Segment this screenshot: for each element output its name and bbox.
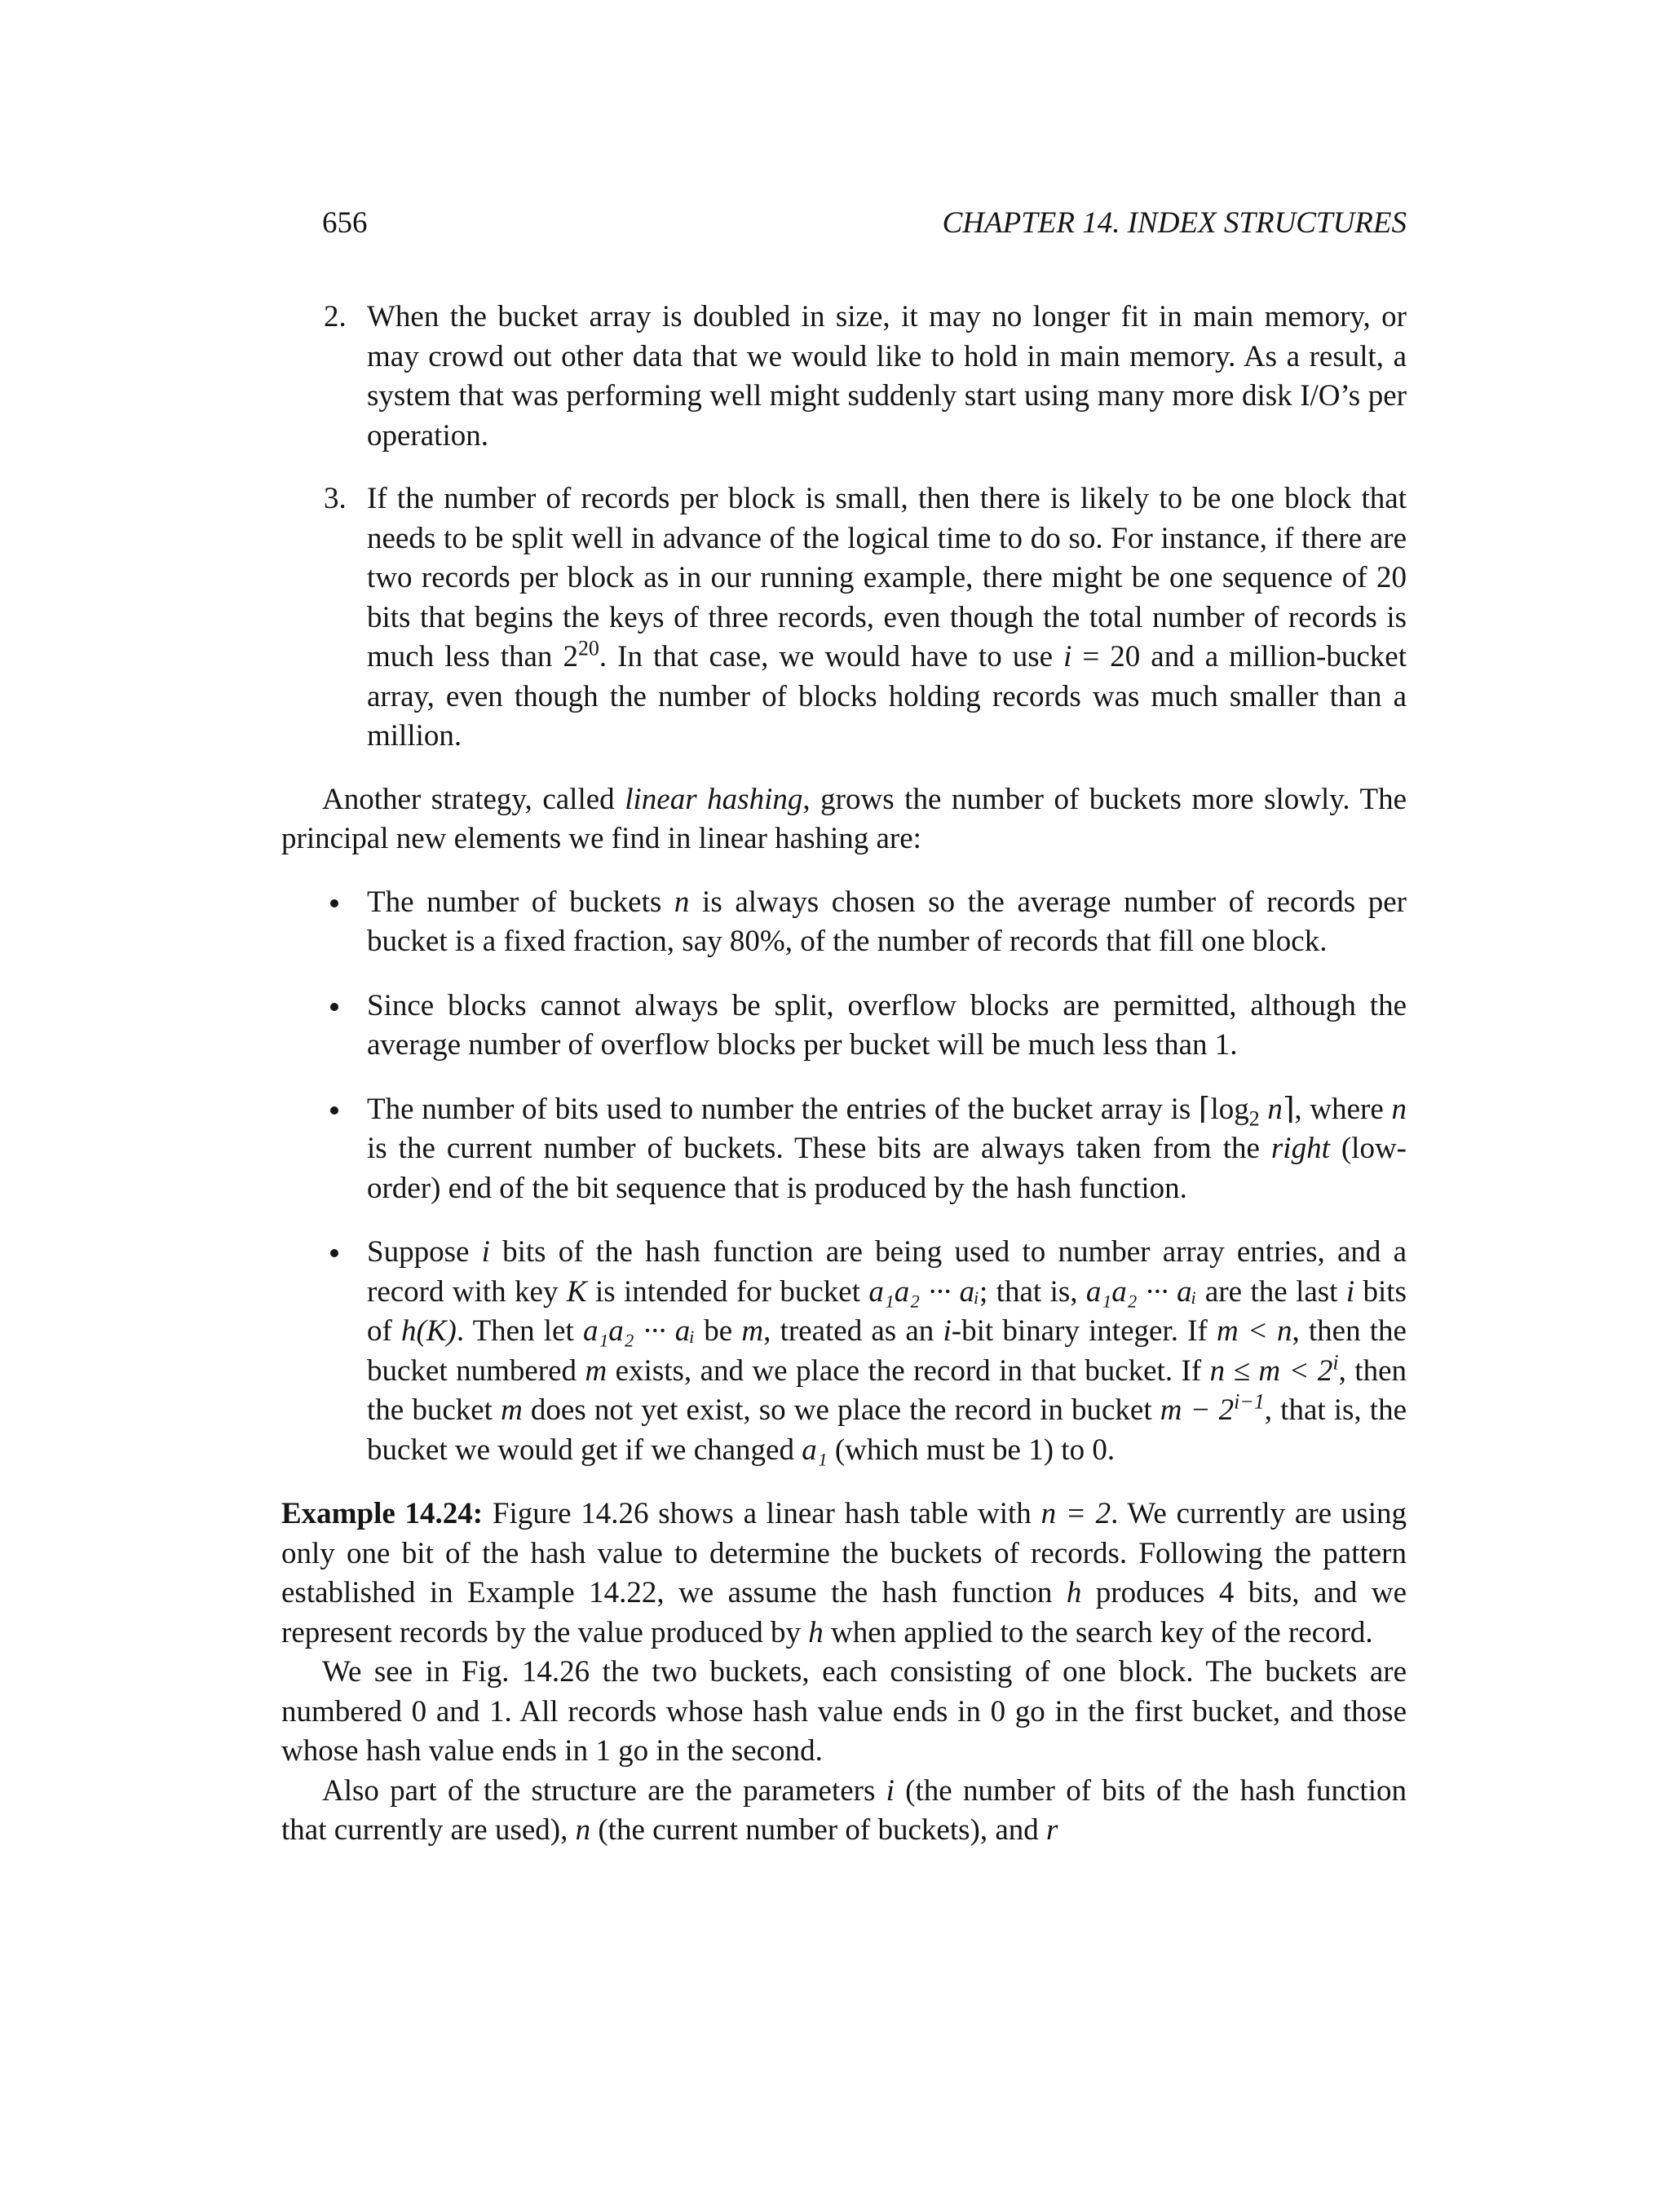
math-var: i [1345,1274,1355,1309]
math-var: r [1046,1813,1058,1847]
paragraph-linear-hashing [281,780,1407,859]
bullet-item [281,1233,1407,1470]
math-var: m [741,1314,764,1348]
log-base: 2 [1248,1106,1260,1130]
text-run: , where [1294,1092,1392,1126]
power-exponent: 20 [577,636,599,660]
bullet-item [281,883,1407,962]
text-run: bits of the hash function are being used to number array entries, and a record with key [367,1235,1407,1309]
math-eq: = 20 [1071,640,1141,673]
paragraph-parameters [281,1772,1407,1851]
paragraph-buckets: We see in Fig. 14.26 the two buckets, each consisting of one block. The buckets are numbered 0 and 1. All records whose hash value ends in 0 go in the first bucket, and those whose hash value ends in 1 go in the second. [281,1655,1407,1768]
ceil-close: ⌉ [1282,1092,1295,1126]
text-run: produces 4 bits, and we represent records by the value produced by [281,1576,1407,1649]
list-item-text: When the bucket array is doubled in size, it may no longer fit in main memory, or may crowd out other data that we would like to hold in main memory. As a result, a system that was performing well might suddenly start using many more disk I/O’s per operation. [367,300,1407,453]
text-run: Suppose [367,1235,482,1269]
list-item-text: . In that case, we would have to use [599,640,1064,673]
bullet-icon [330,1106,338,1115]
bullet-item [281,1090,1407,1209]
list-item [281,479,1407,757]
math-expr: m − 2 [1160,1393,1235,1427]
text-run: -bit binary integer. If [951,1314,1217,1348]
text-run: , then the bucket numbered [367,1314,1407,1388]
math-var: n [1391,1092,1407,1126]
math-var: h [808,1615,824,1649]
math-var: i [481,1235,490,1269]
math-expr: m < n [1216,1314,1292,1348]
math-exponent: i [1332,1350,1339,1375]
text-run: . We currently are using only one bit of the hash value to determine the buckets of records. Following the pattern established in Example 14.22, we assume the hash function [281,1497,1407,1609]
text-run: when applied to the search key of the record. [823,1615,1373,1649]
text-run: , then the bucket [367,1353,1407,1427]
text-run: Another strategy, called [322,782,625,816]
text-run: , grows the number of buckets more slowly. The principal new elements we find in linear hashing are: [281,782,1407,855]
text-run: are the last [1196,1274,1346,1309]
text-run: (which must be 1) to 0. [827,1433,1116,1467]
list-marker: 2. [324,300,347,333]
text-run: exists, and we place the record in that bucket. If [607,1353,1210,1388]
list-item-text: If the number of records per block is small, then there is likely to be one block that needs to be split well in advance of the logical time to do so. For instance, if there are two records per block as in our running example, there might be one sequence of 20 bits that begins the keys of three records, even though the total number of records is much less than [367,482,1407,673]
math-var: m [585,1353,607,1388]
bullet-icon [330,1003,338,1011]
math-exponent: i−1 [1234,1389,1265,1414]
math-var: n [674,885,690,919]
text-run: . Then let [456,1314,583,1348]
page-number: 656 [322,206,368,240]
power-base: 2 [563,640,578,673]
math-expr: n = 2 [1040,1497,1111,1530]
text-run: is always chosen so the average number of records per bucket is a fixed fraction, say 80%, of the number of records that fill one block. [367,885,1407,958]
math-var: i [1063,640,1072,673]
math-expr: h(K) [401,1314,457,1348]
running-head: CHAPTER 14. INDEX STRUCTURES [942,206,1407,240]
bullet-icon [330,899,338,907]
example-label: Example 14.24: [281,1497,484,1530]
math-expr: a₁a₂ ··· aᵢ [868,1274,980,1309]
math-var: a₁ [802,1433,828,1467]
text-run: is the current number of buckets. These bits are always taken from the [367,1132,1271,1165]
math-expr: a₁a₂ ··· aᵢ [1085,1274,1197,1309]
text-run: The number of buckets [367,885,674,919]
math-expr: n ≤ m < 2 [1209,1353,1333,1388]
ceil-open: ⌈ [1199,1092,1211,1126]
bullet-item [281,987,1407,1066]
text-run: (the number of bits of the hash function that currently are used), [281,1773,1407,1847]
list-item-text: and a million-bucket array, even though the number of blocks holding records was much smaller than a million. [367,640,1407,753]
list-marker: 3. [324,482,347,515]
text-run: (low-order) end of the bit sequence that is produced by the hash function. [367,1132,1407,1205]
text-run: Since blocks cannot always be split, overflow blocks are permitted, although the average number of overflow blocks per bucket will be much less than 1. [367,988,1407,1062]
text-run: Figure 14.26 shows a linear hash table with [483,1497,1041,1530]
math-var: K [566,1274,587,1309]
text-run: does not yet exist, so we place the record in bucket [522,1393,1160,1427]
text-run: bits of [367,1274,1407,1348]
math-var: m [501,1393,523,1427]
list-item [281,298,1407,456]
text-run: , treated as an [763,1314,943,1348]
paragraph-example [281,1495,1407,1653]
numbered-list [281,298,1407,757]
text-run: (the current number of buckets), and [590,1813,1046,1847]
text-run: is intended for bucket [586,1274,869,1309]
log-fn: log [1210,1092,1249,1126]
text-run: ; that is, [979,1274,1086,1309]
math-var: n [1259,1092,1283,1126]
defined-term: linear hashing [625,782,803,816]
math-var: i [943,1314,952,1348]
text-run: The number of bits used to number the entries of the bucket array is [367,1092,1199,1126]
text-run: Also part of the structure are the parameters [322,1773,886,1808]
math-expr: a₁a₂ ··· aᵢ [582,1314,696,1348]
math-var: n [575,1813,591,1847]
math-var: h [1066,1576,1082,1609]
text-run: , that is, the bucket we would get if we changed [367,1393,1407,1467]
text-run: be [695,1314,742,1348]
math-var: i [886,1773,895,1808]
body-text [281,298,1407,1851]
emphasis: right [1270,1132,1330,1165]
bullet-list [281,883,1407,1471]
bullet-icon [330,1249,338,1257]
page-header [322,204,1407,245]
